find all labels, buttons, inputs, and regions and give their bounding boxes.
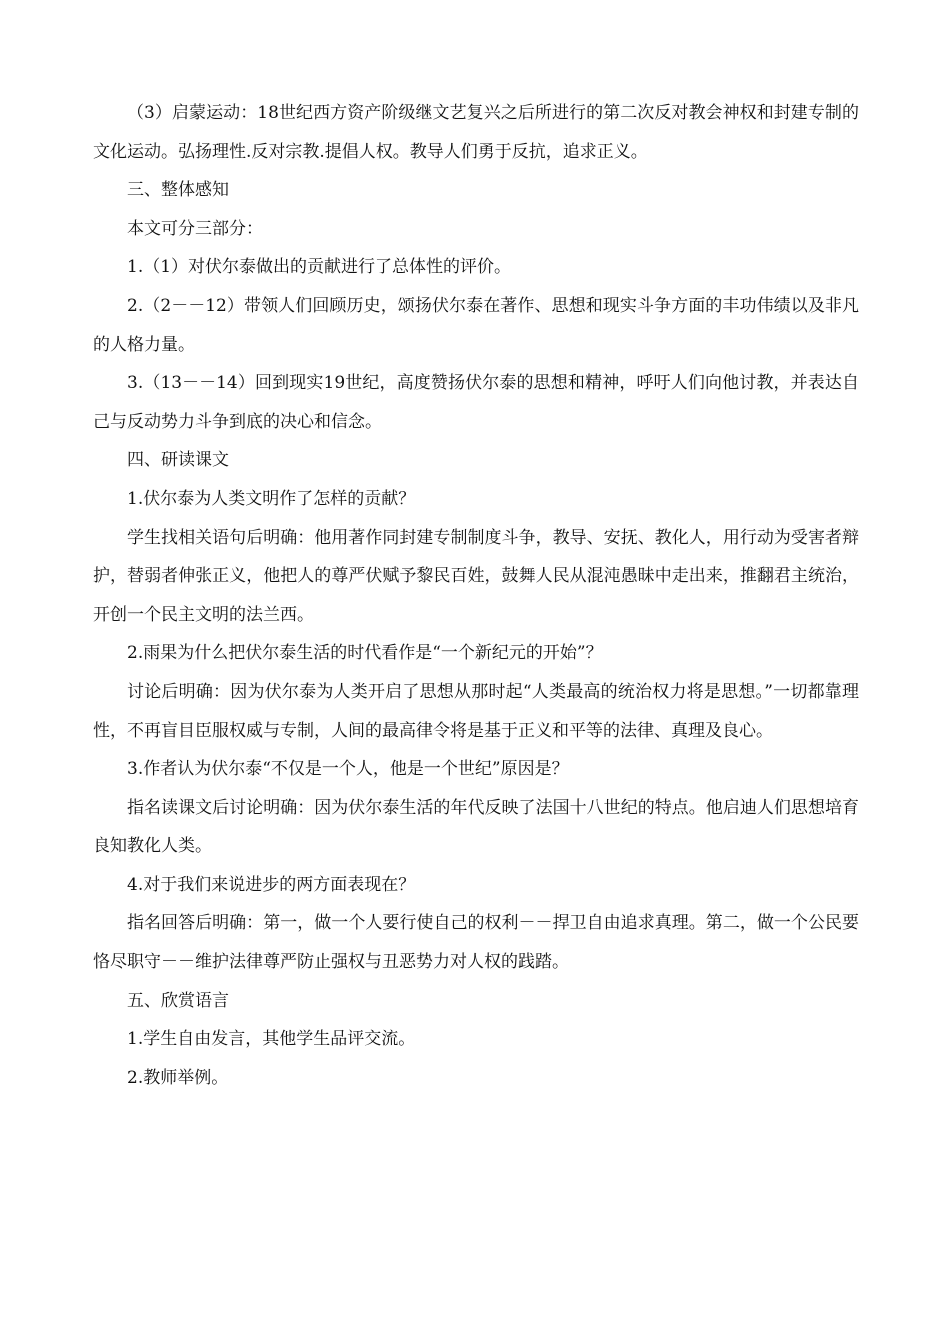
answer-4: 指名回答后明确：第一，做一个人要行使自己的权利－－捍卫自由追求真理。第二，做一个公民要恪尽职守－－维护法律尊严防止强权与丑恶势力对人权的践踏。: [93, 913, 859, 973]
paragraph-three-parts: 本文可分三部分：: [127, 218, 263, 239]
list-item-part-3: 3.（13－－14）回到现实19世纪，高度赞扬伏尔泰的思想和精神，呼吁人们向他讨教，并表达自己与反动势力斗争到底的决心和信念。: [93, 373, 859, 432]
document-body: [93, 94, 859, 1097]
section-heading-study-text: 四、研读课文: [127, 450, 229, 471]
list-item-teacher-example: 2.教师举例。: [127, 1067, 229, 1088]
section-heading-appreciate-language: 五、欣赏语言: [127, 990, 229, 1011]
question-2: 2.雨果为什么把伏尔泰生活的时代看作是“一个新纪元的开始”？: [127, 643, 603, 664]
section-heading-overall-perception: 三、整体感知: [127, 180, 229, 201]
question-1: 1.伏尔泰为人类文明作了怎样的贡献？: [127, 488, 416, 509]
list-item-free-speech: 1.学生自由发言，其他学生品评交流。: [127, 1029, 416, 1050]
answer-3: 指名读课文后讨论明确：因为伏尔泰生活的年代反映了法国十八世纪的特点。他启迪人们思想培育良知教化人类。: [93, 797, 859, 857]
answer-1: 学生找相关语句后明确：他用著作同封建专制制度斗争，教导、安抚、教化人，用行动为受害者辩护，替弱者伸张正义，他把人的尊严伏赋予黎民百姓，鼓舞人民从混沌愚昧中走出来，推翻君主统治，开创一个民主文明的法兰西。: [93, 527, 859, 625]
paragraph-enlightenment-definition: （3）启蒙运动：18世纪西方资产阶级继文艺复兴之后所进行的第二次反对教会神权和封建专制的文化运动。弘扬理性.反对宗教.提倡人权。教导人们勇于反抗，追求正义。: [93, 103, 859, 162]
question-3: 3.作者认为伏尔泰“不仅是一个人，他是一个世纪”原因是？: [127, 759, 569, 780]
answer-2: 讨论后明确：因为伏尔泰为人类开启了思想从那时起“人类最高的统治权力将是思想。”一切都靠理性，不再盲目臣服权威与专制，人间的最高律令将是基于正义和平等的法律、真理及良心。: [93, 681, 859, 741]
question-4: 4.对于我们来说进步的两方面表现在？: [127, 874, 416, 895]
list-item-part-1: 1.（1）对伏尔泰做出的贡献进行了总体性的评价。: [127, 257, 512, 278]
list-item-part-2: 2.（2－－12）带领人们回顾历史，颂扬伏尔泰在著作、思想和现实斗争方面的丰功伟绩以及非凡的人格力量。: [93, 295, 859, 355]
